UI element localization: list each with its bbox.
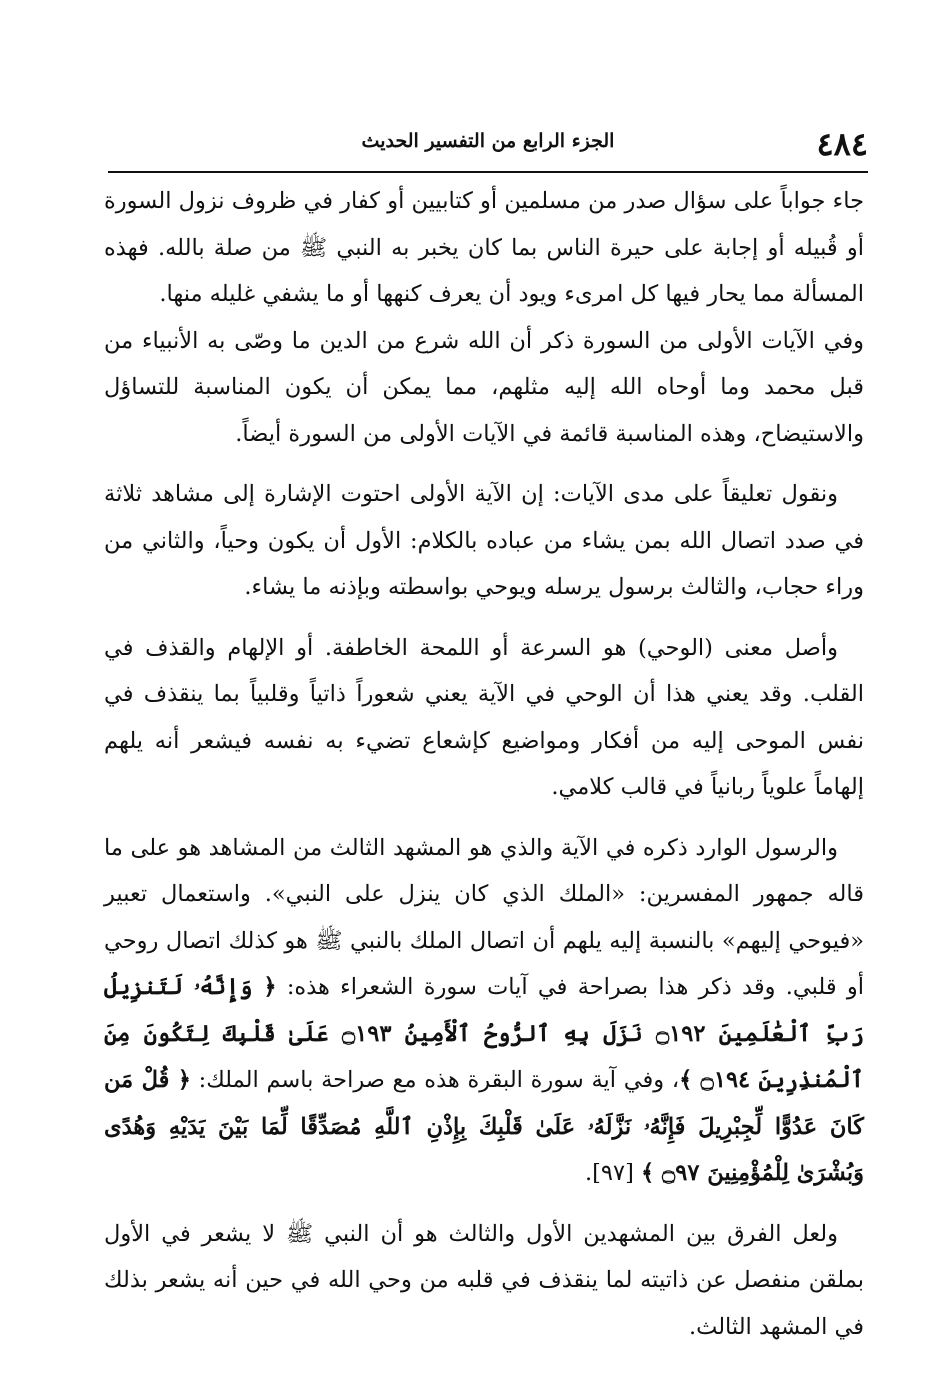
quran-quote-baqara: ﴿ قُلْ مَن كَانَ عَدُوًّا لِّجِبْرِيلَ فَإِنَّهُۥ نَزَّلَهُۥ عَلَىٰ قَلْبِكَ بِإِذْنِ ٱللَّهِ مُصَدِّقًا لِّمَا بَيْنَ يَدَيْهِ وَهُدًى وَبُشْرَىٰ لِلْمُؤْمِنِينَ ۝٩٧ ﴾ xyxy=(104,1067,864,1186)
paragraph-3 xyxy=(104,471,864,611)
text-segment: ولعل الفرق بين المشهدين الأول والثالث هو أن النبي ﷺ لا يشعر في الأول بملقن منفصل عن ذاتيته لما ينقذف في قلبه من وحي الله في حين أنه يشعر بذلك في المشهد الثالث. xyxy=(104,1220,864,1340)
paragraph-2 xyxy=(104,318,864,458)
paragraph-5 xyxy=(104,825,864,1197)
text-segment: وأصل معنى (الوحي) هو السرعة أو اللمحة الخاطفة. أو الإلهام والقذف في القلب. وقد يعني هذا أن الوحي في الآية يعني شعوراً ذاتياً وقلبياً بما ينقذف في نفس الموحى إليه من أفكار ومواضيع كإشعاع تضيء به نفسه فيشعر أنه يلهم إلهاماً علوياً ربانياً في قالب كلامي. xyxy=(104,634,864,800)
body-text xyxy=(104,178,864,1350)
text-segment: ونقول تعليقاً على مدى الآيات: إن الآية الأولى احتوت الإشارة إلى مشاهد ثلاثة في صدد اتصال الله بمن يشاء من عباده بالكلام: الأول أن يكون وحياً، والثاني من وراء حجاب، والثالث برسول يرسله ويوحي بواسطته وبإذنه ما يشاء. xyxy=(104,481,864,600)
text-segment: ، وفي آية سورة البقرة هذه مع صراحة باسم الملك: xyxy=(190,1067,680,1093)
text-segment: وفي الآيات الأولى من السورة ذكر أن الله شرع من الدين ما وصّى به الأنبياء من قبل محمد وما أوحاه الله إليه مثلهم، مما يمكن أن يكون المناسبة للتساؤل والاستيضاح، وهذه المناسبة قائمة في الآيات الأولى من السورة أيضاً. xyxy=(104,327,864,447)
running-title: الجزء الرابع من التفسير الحديث xyxy=(361,130,615,152)
quran-quote-shuara: ﴿ وَإِنَّهُۥ لَتَنزِيلُ رَبِّ ٱلْعَٰلَمِينَ ۝١٩٢ نَزَلَ بِهِ ٱلرُّوحُ ٱلْأَمِينُ ۝١٩٣ عَلَىٰ قَلْبِكَ لِتَكُونَ مِنَ ٱلْمُنذِرِينَ ۝١٩٤ ﴾ xyxy=(104,974,865,1093)
text-segment: والرسول الوارد ذكره في الآية والذي هو المشهد الثالث من المشاهد هو على ما قاله جمهور المفسرين: «الملك الذي كان ينزل على النبي». واستعمال تعبير «فيوحي إليهم» بالنسبة إليه يلهم أن اتصال الملك بالنبي ﷺ هو كذلك اتصال روحي أو قلبي. وقد ذكر هذا بصراحة في آيات سورة الشعراء هذه: xyxy=(104,834,865,1000)
header-rule xyxy=(108,171,868,173)
page-number: ٤٨٤ xyxy=(816,125,868,163)
paragraph-6 xyxy=(104,1211,864,1351)
paragraph-1 xyxy=(104,178,864,318)
page-header xyxy=(108,118,868,168)
verse-reference: [٩٧]. xyxy=(584,1160,642,1186)
text-segment: جاء جواباً على سؤال صدر من مسلمين أو كتابيين أو كفار في ظروف نزول السورة أو قُبيله أو إجابة على حيرة الناس بما كان يخبر به النبي ﷺ من صلة بالله. فهذه المسألة مما يحار فيها كل امرىء ويود أن يعرف كنهها أو ما يشفي غليله منها. xyxy=(104,188,864,307)
paragraph-4 xyxy=(104,625,864,811)
